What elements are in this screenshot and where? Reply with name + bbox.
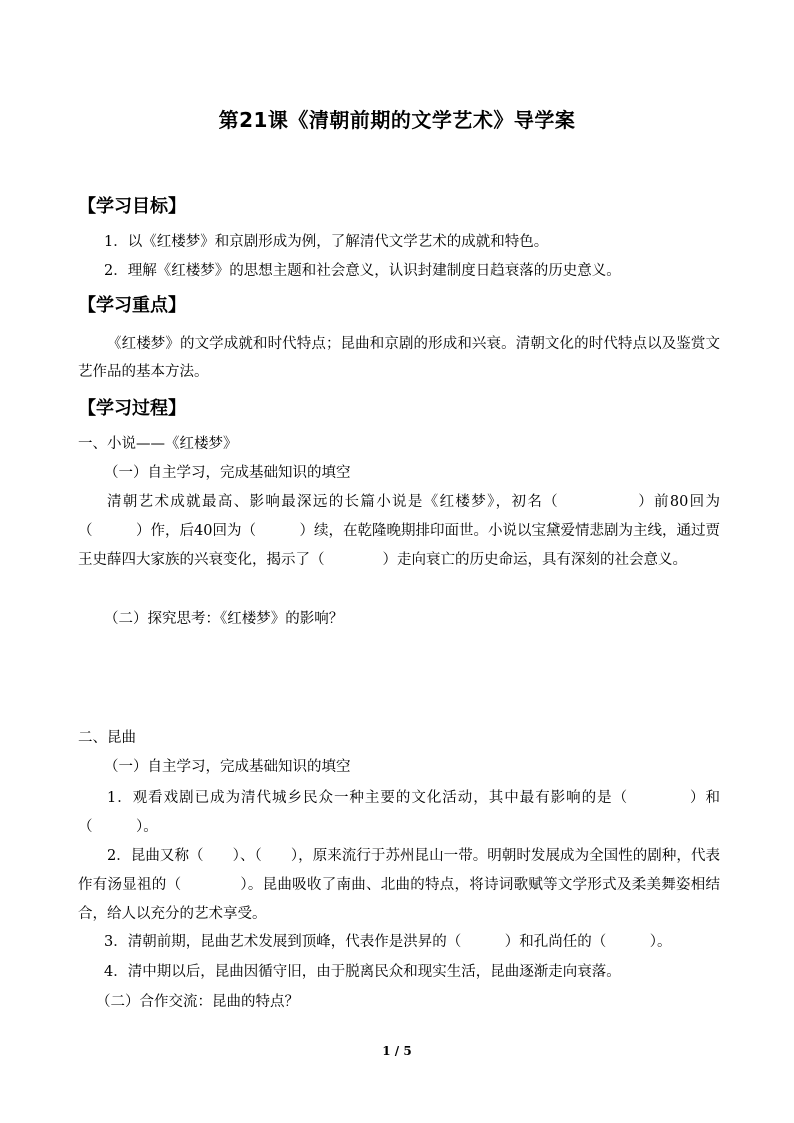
section2-sub1: （一）自主学习，完成基础知识的填空 bbox=[104, 759, 351, 775]
section1-title: 一、小说——《红楼梦》 bbox=[78, 436, 238, 452]
objective-item-1: 1．以《红楼梦》和京剧形成为例，了解清代文学艺术的成就和特色。 bbox=[104, 234, 549, 250]
objective-item-2: 2．理解《红楼梦》的思想主题和社会意义，认识封建制度日趋衰落的历史意义。 bbox=[104, 263, 621, 279]
section1-sub2: （二）探究思考：《红楼梦》的影响？ bbox=[104, 611, 344, 627]
section2-item-3: 3．清朝前期，昆曲艺术发展到顶峰，代表作是洪昇的（ ）和孔尚任的（ ）。 bbox=[104, 934, 672, 950]
document-title: 第21课《清朝前期的文学艺术》导学案 bbox=[218, 108, 576, 132]
focus-text: 《红楼梦》的文学成就和时代特点；昆曲和京剧的形成和兴衰。清朝文化的时代特点以及鉴赏文艺作品的基本方法。 bbox=[78, 336, 720, 380]
section1-paragraph: 清朝艺术成就最高、影响最深远的长篇小说是《红楼梦》，初名（ ）前80回为（ ）作，后40回为（ ）续，在乾隆晚期排印面世。小说以宝黛爱情悲剧为主线，通过贾王史薛四大家族的兴衰变化，揭示了（ ）走向衰亡的历史命运，具有深刻的社会意义。 bbox=[78, 494, 720, 568]
page-number: 1 / 5 bbox=[382, 1044, 412, 1058]
objectives-heading: 【学习目标】 bbox=[78, 196, 186, 217]
section1-sub1: （一）自主学习，完成基础知识的填空 bbox=[104, 465, 351, 481]
section2-sub2: （二）合作交流：昆曲的特点？ bbox=[96, 994, 299, 1010]
process-heading: 【学习过程】 bbox=[78, 398, 186, 419]
section2-item-2: 2．昆曲又称（ ）、（ ），原来流行于苏州昆山一带。明朝时发展成为全国性的剧种，代表作有汤显祖的（ ）。昆曲吸收了南曲、北曲的特点，将诗词歌赋等文学形式及柔美舞姿相结合，给人以充分的艺术享受。 bbox=[78, 848, 720, 922]
focus-heading: 【学习重点】 bbox=[78, 295, 186, 316]
section2-title: 二、昆曲 bbox=[78, 730, 136, 746]
section2-item-1: 1．观看戏剧已成为清代城乡民众一种主要的文化活动，其中最有影响的是（ ）和（ ）。 bbox=[78, 790, 720, 835]
section2-item-4: 4．清中期以后，昆曲因循守旧，由于脱离民众和现实生活，昆曲逐渐走向衰落。 bbox=[104, 964, 621, 980]
